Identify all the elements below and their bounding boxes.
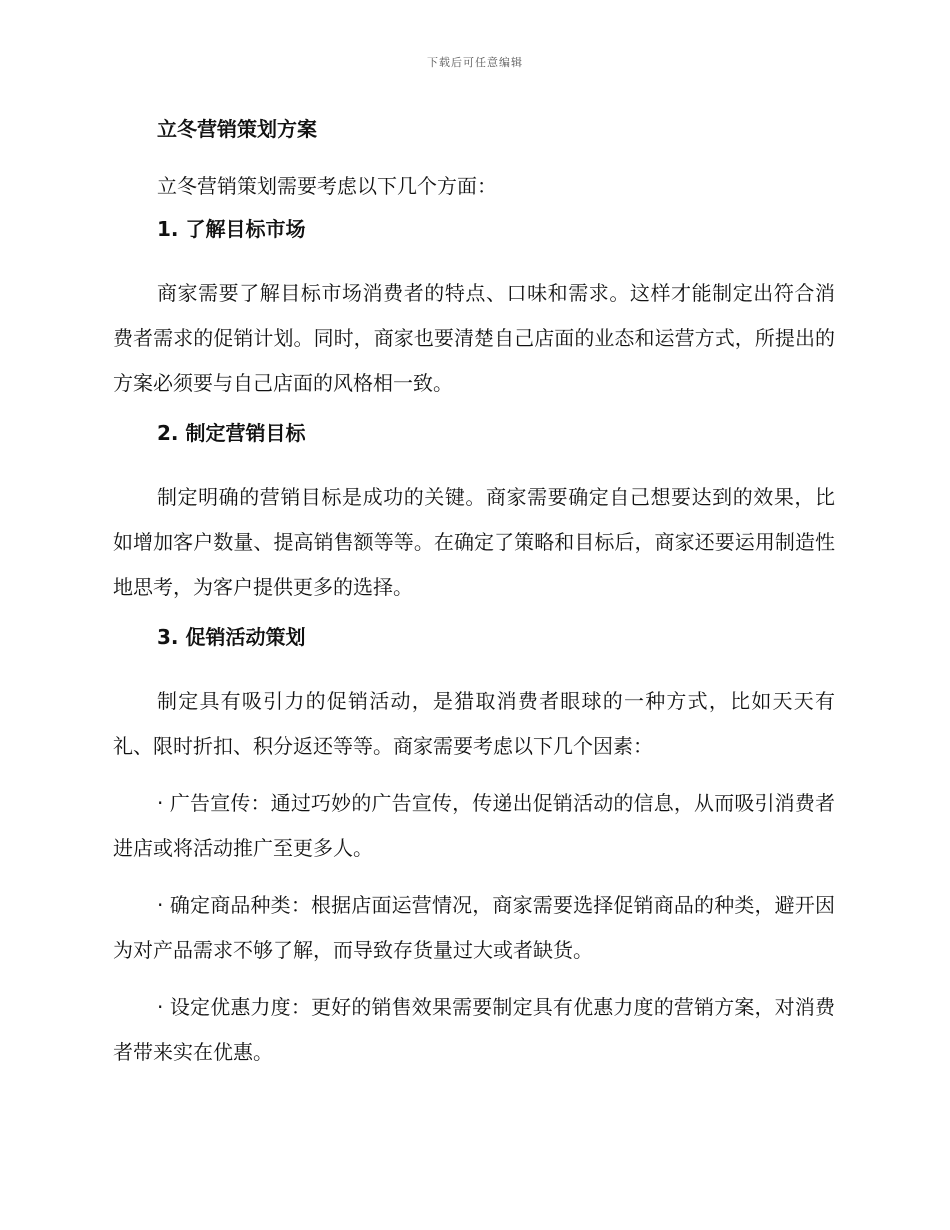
section-heading-2: 2. 制定营销目标: [157, 421, 306, 445]
document-body: [113, 114, 835, 1087]
section-heading-1: 1. 了解目标市场: [157, 217, 306, 241]
intro-paragraph: 立冬营销策划需要考虑以下几个方面：: [157, 174, 497, 198]
document-title: 立冬营销策划方案: [157, 117, 317, 141]
header-note: 下载后可任意编辑: [427, 56, 523, 69]
section-heading-3: 3. 促销活动策划: [157, 625, 306, 649]
bullet-item-advertising: · 广告宣传：通过巧妙的广告宣传，传递出促销活动的信息，从而吸引消费者进店或将活动推广至更多人。: [113, 791, 835, 860]
section-paragraph-1: 商家需要了解目标市场消费者的特点、口味和需求。这样才能制定出符合消费者需求的促销计划。同时，商家也要清楚自己店面的业态和运营方式，所提出的方案必须要与自己店面的风格相一致。: [113, 281, 835, 395]
bullet-item-discount: · 设定优惠力度：更好的销售效果需要制定具有优惠力度的营销方案，对消费者带来实在优惠。: [113, 995, 835, 1064]
section-paragraph-2: 制定明确的营销目标是成功的关键。商家需要确定自己想要达到的效果，比如增加客户数量、提高销售额等等。在确定了策略和目标后，商家还要运用制造性地思考，为客户提供更多的选择。: [113, 485, 835, 599]
section-paragraph-3: 制定具有吸引力的促销活动，是猎取消费者眼球的一种方式，比如天天有礼、限时折扣、积分返还等等。商家需要考虑以下几个因素：: [113, 689, 835, 758]
bullet-item-product-category: · 确定商品种类：根据店面运营情况，商家需要选择促销商品的种类，避开因为对产品需求不够了解，而导致存货量过大或者缺货。: [113, 893, 835, 962]
